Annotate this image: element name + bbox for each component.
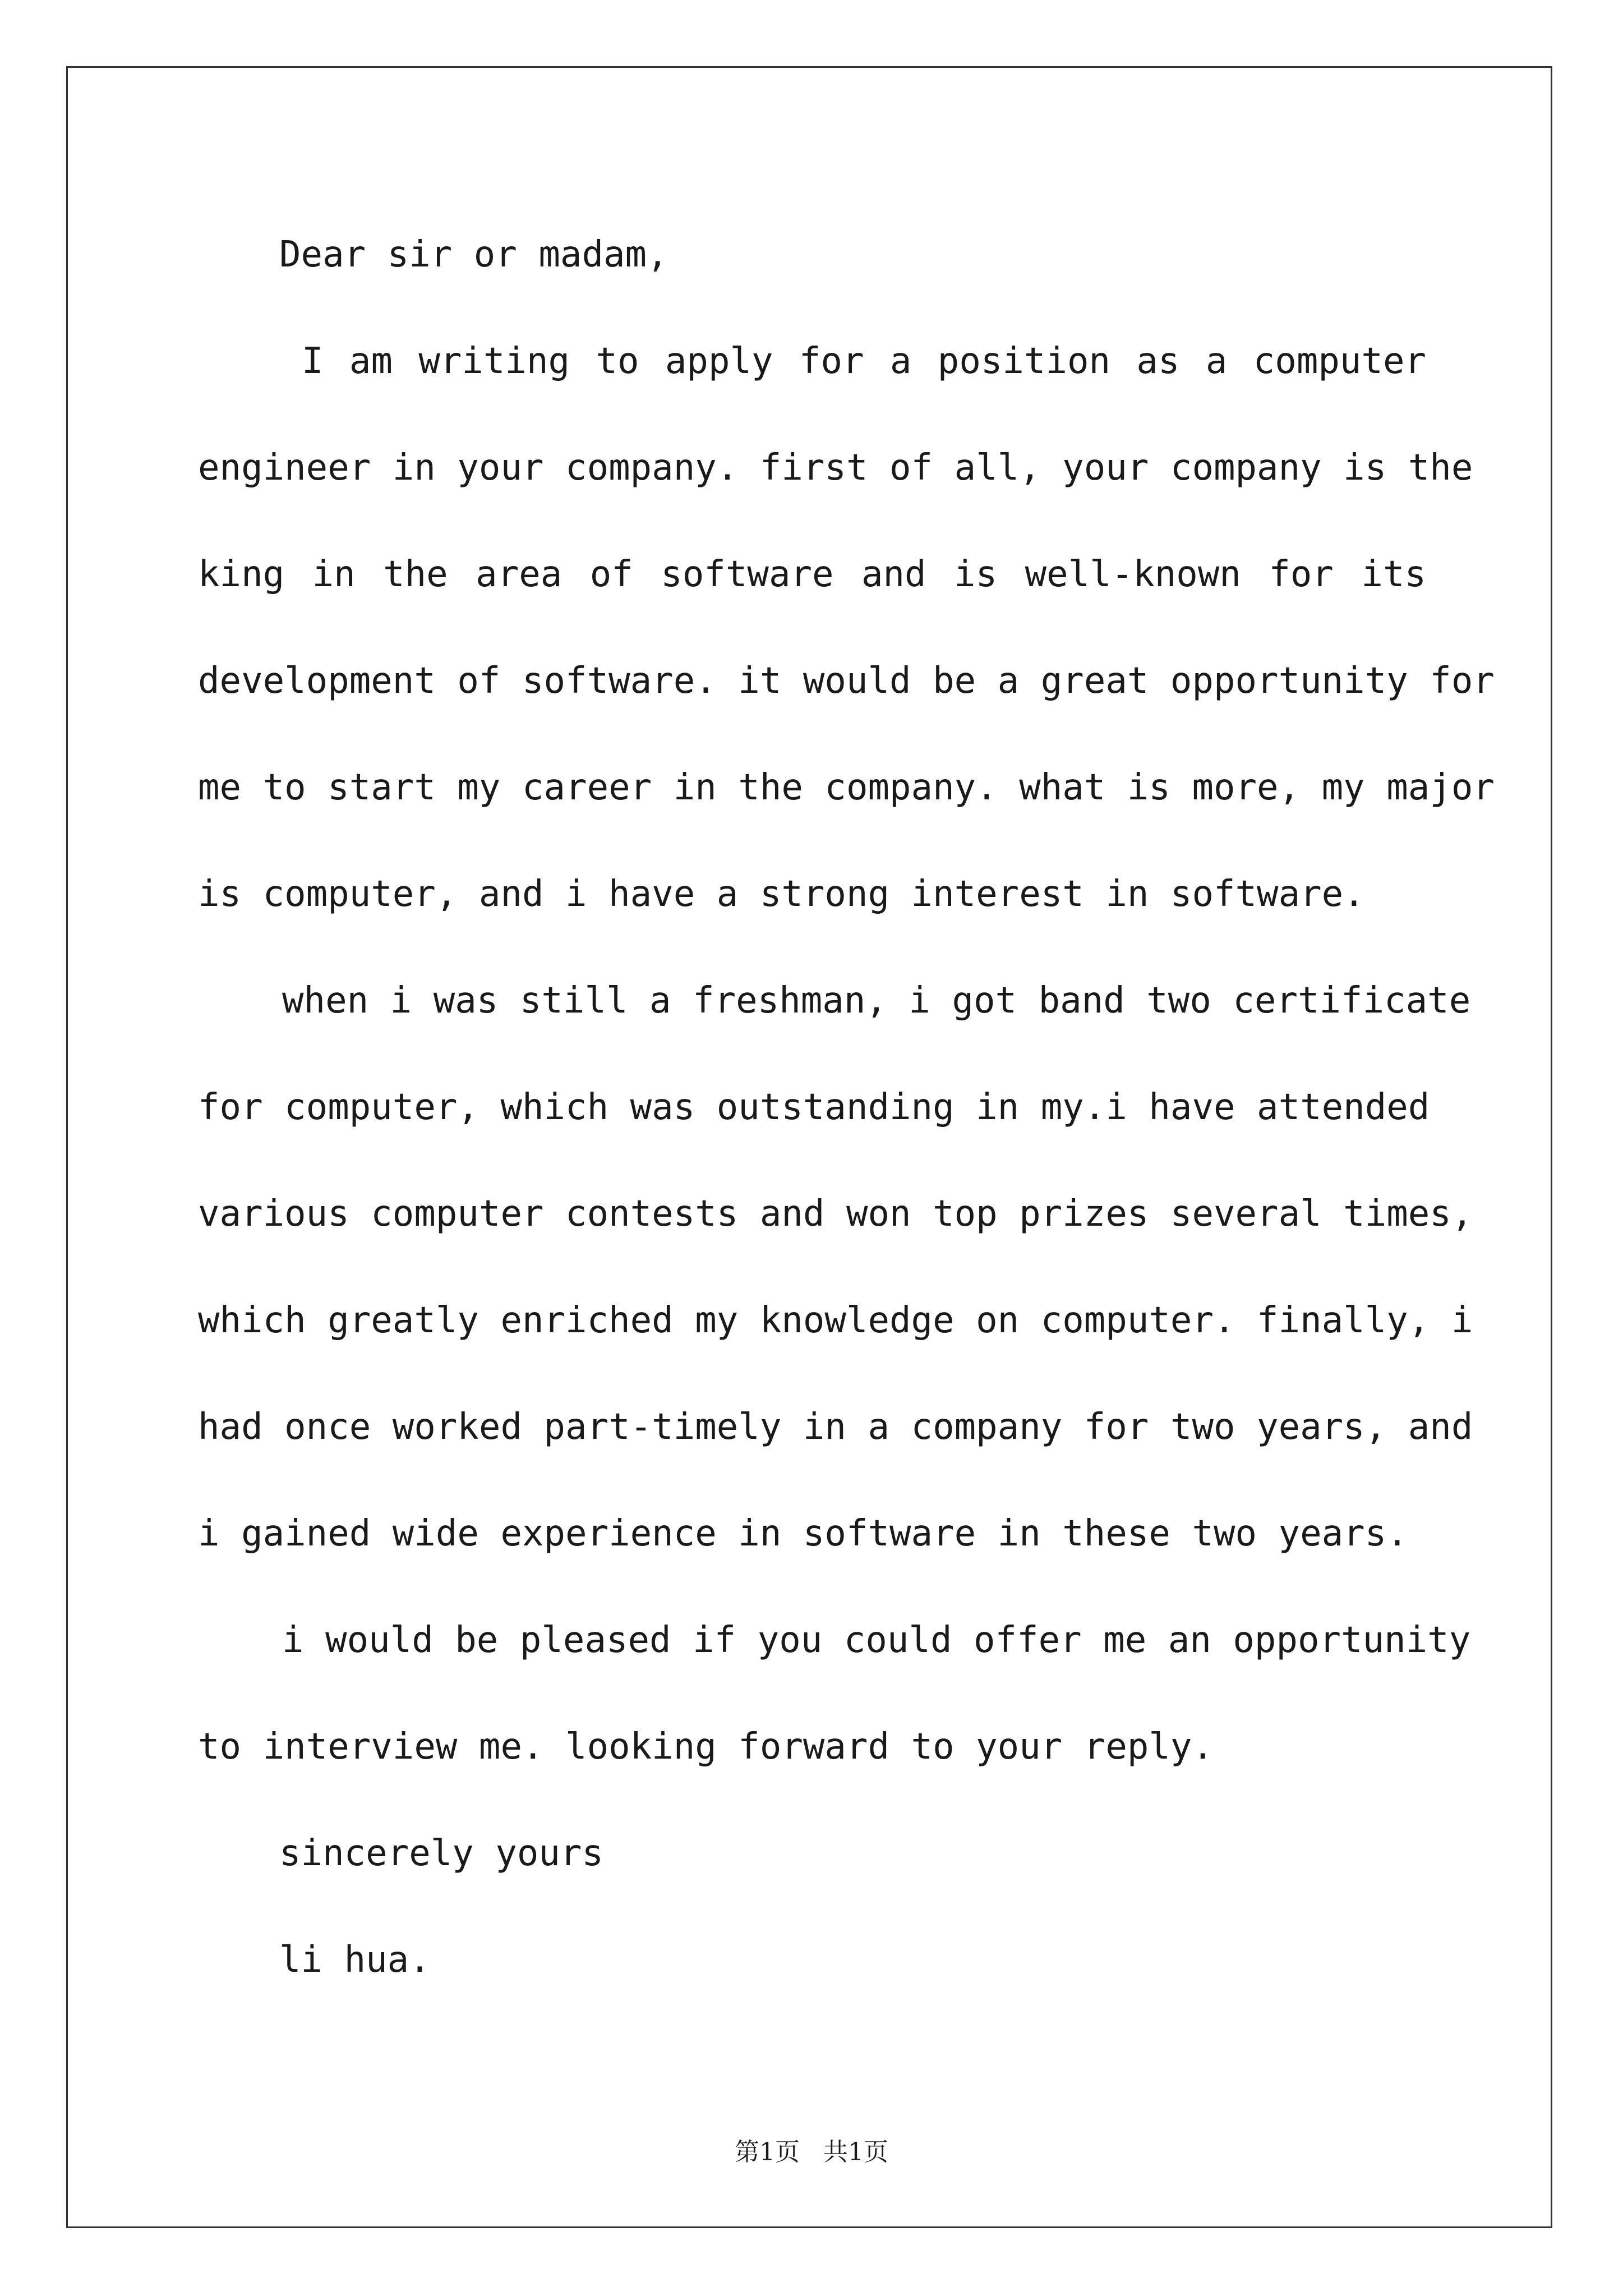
paragraph-2-line-5: had once worked part-timely in a company for two years, and xyxy=(198,1406,1473,1448)
paragraph-2-line-1: when i was still a freshman, i got band two certificate xyxy=(282,980,1471,1022)
paragraph-2-line-2: for computer, which was outstanding in my.i have attended xyxy=(198,1087,1430,1128)
paragraph-1-line-3: king in the area of software and is well-known for its xyxy=(198,554,1426,595)
salutation: Dear sir or madam, xyxy=(279,234,668,275)
page-border xyxy=(66,66,1552,2228)
paragraph-2-line-4: which greatly enriched my knowledge on computer. finally, i xyxy=(198,1300,1473,1341)
paragraph-1-line-2: engineer in your company. first of all, your company is the xyxy=(198,447,1473,489)
paragraph-3-line-1: i would be pleased if you could offer me an opportunity xyxy=(282,1619,1471,1661)
paragraph-1-line-5: me to start my career in the company. what is more, my major xyxy=(198,767,1495,808)
signature: li hua. xyxy=(279,1939,431,1981)
paragraph-1-line-1: I am writing to apply for a position as a computer xyxy=(302,341,1426,382)
paragraph-1-line-4: development of software. it would be a great opportunity for xyxy=(198,660,1495,702)
paragraph-3-line-2: to interview me. looking forward to your reply. xyxy=(198,1726,1214,1768)
closing: sincerely yours xyxy=(279,1833,603,1874)
paragraph-1-line-6: is computer, and i have a strong interest in software. xyxy=(198,873,1365,915)
paragraph-2-line-6: i gained wide experience in software in these two years. xyxy=(198,1513,1408,1554)
paragraph-2-line-3: various computer contests and won top prizes several times, xyxy=(198,1193,1473,1235)
page-number-footer: 第1页 共1页 xyxy=(735,2138,888,2166)
